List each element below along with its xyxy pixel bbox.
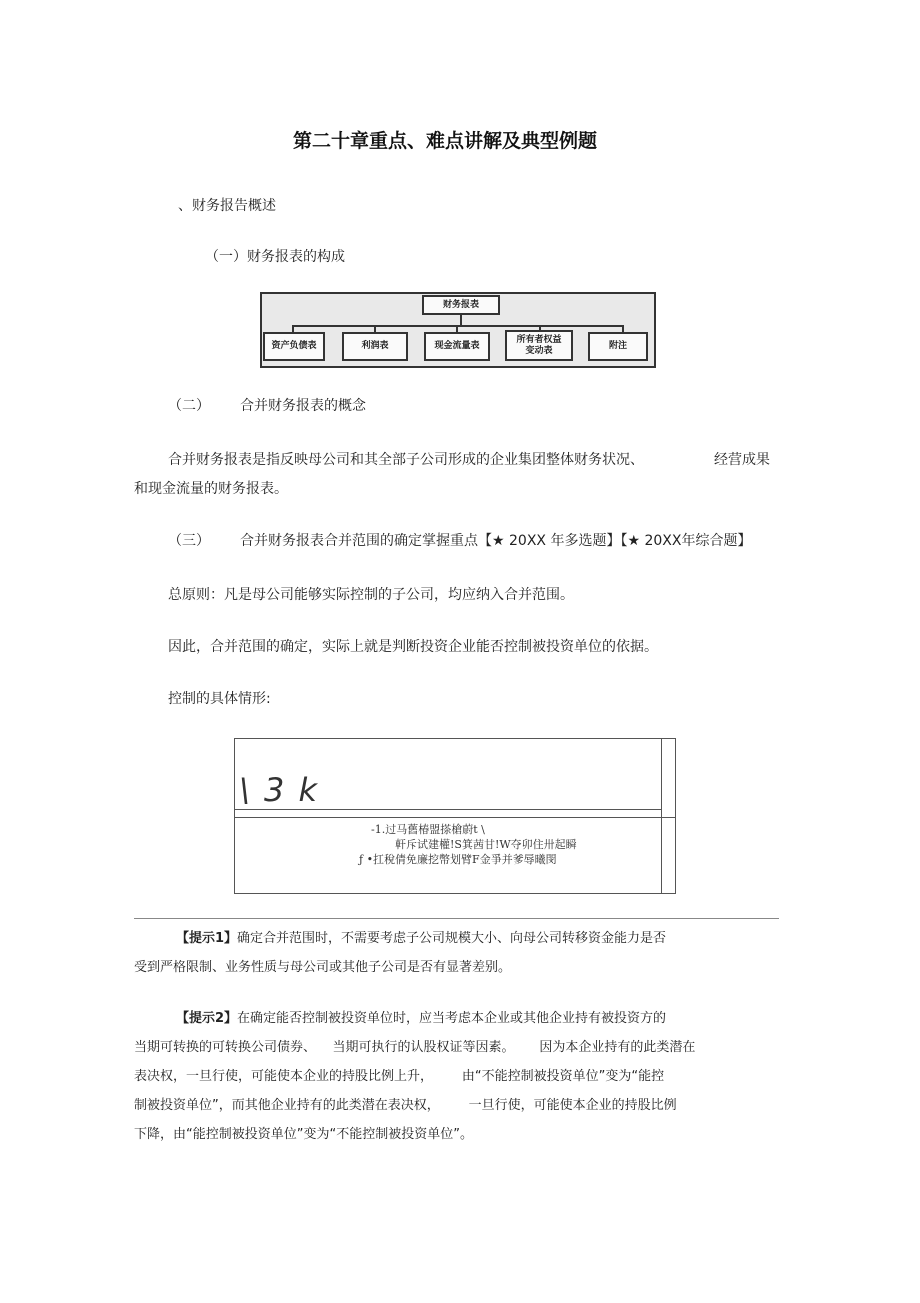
garbled-line-1: -1.过马舊椿盟搽槍蔚t \	[371, 823, 485, 836]
tip2-line-4: 制被投资单位”，而其他企业持有的此类潜在表决权， 一旦行使，可能使本企业的持股比例	[134, 1098, 677, 1113]
tip1-line-2: 受到严格限制、业务性质与母公司或其他子公司是否有显著差别。	[134, 960, 512, 975]
tip2-line-2: 当期可转换的可转换公司债券、 当期可执行的认股权证等因素。 因为本企业持有的此类潜在	[134, 1040, 696, 1055]
tip1-label: 【提示1】	[176, 931, 238, 946]
tip2-line-3: 表决权，一旦行使，可能使本企业的持股比例上升， 由“不能控制被投资单位”变为“能控	[134, 1069, 665, 1084]
subheading-2-title: 合并财务报表的概念	[240, 398, 366, 414]
subheading-statement-composition: （一）财务报表的构成	[205, 249, 345, 265]
chart-node-notes: 附注	[588, 332, 648, 361]
subheading-2-number: （二）	[168, 398, 210, 414]
garbled-line-2: 軒斥试建權!S箕茜甘!W夺卯住卅起瞬	[395, 838, 577, 851]
subheading-3-title: 合并财务报表合并范围的确定掌握重点【★ 20XX 年多选题】【★ 20XX年综合题】	[240, 533, 752, 549]
chart-node-balance-sheet: 资产负债表	[263, 332, 325, 361]
tip2-line-5: 下降，由“能控制被投资单位”变为“不能控制被投资单位”。	[134, 1127, 473, 1142]
subheading-3-number: （三）	[168, 533, 210, 549]
definition-line-1: 合并财务报表是指反映母公司和其全部子公司形成的企业集团整体财务状况、	[168, 452, 644, 468]
control-cases-scanned-figure	[234, 738, 676, 894]
horizontal-divider	[134, 918, 779, 919]
definition-line-2: 和现金流量的财务报表。	[134, 481, 288, 497]
chart-node-equity-changes-statement: 所有者权益变动表	[505, 330, 573, 361]
page-title: 第二十章重点、难点讲解及典型例题	[293, 130, 598, 152]
control-cases-label: 控制的具体情形:	[168, 691, 271, 707]
chart-node-income-statement: 利润表	[342, 332, 408, 361]
general-principle: 总原则：凡是母公司能够实际控制的子公司，均应纳入合并范围。	[168, 587, 574, 603]
tip2-label: 【提示2】	[176, 1011, 238, 1026]
definition-line-1-tail: 经营成果	[714, 452, 770, 468]
financial-statements-org-chart	[260, 292, 656, 368]
tip2-line-1: 【提示2】在确定能否控制被投资单位时，应当考虑本企业或其他企业持有被投资方的	[176, 1011, 667, 1026]
chart-node-cash-flow-statement: 现金流量表	[424, 332, 490, 361]
tip1-line-1: 【提示1】确定合并范围时，不需要考虑子公司规模大小、向母公司转移资金能力是否	[176, 931, 667, 946]
section-heading-financial-report-overview: 、财务报告概述	[178, 198, 276, 214]
chart-root-node: 财务报表	[422, 295, 500, 315]
garbled-large-text: \ 3 k	[239, 771, 320, 809]
therefore-statement: 因此，合并范围的确定，实际上就是判断投资企业能否控制被投资单位的依据。	[168, 639, 658, 655]
garbled-line-3: ƒ •扛稅倩免廉挖幣划臂F金爭并爹辱曦閔	[359, 853, 557, 866]
